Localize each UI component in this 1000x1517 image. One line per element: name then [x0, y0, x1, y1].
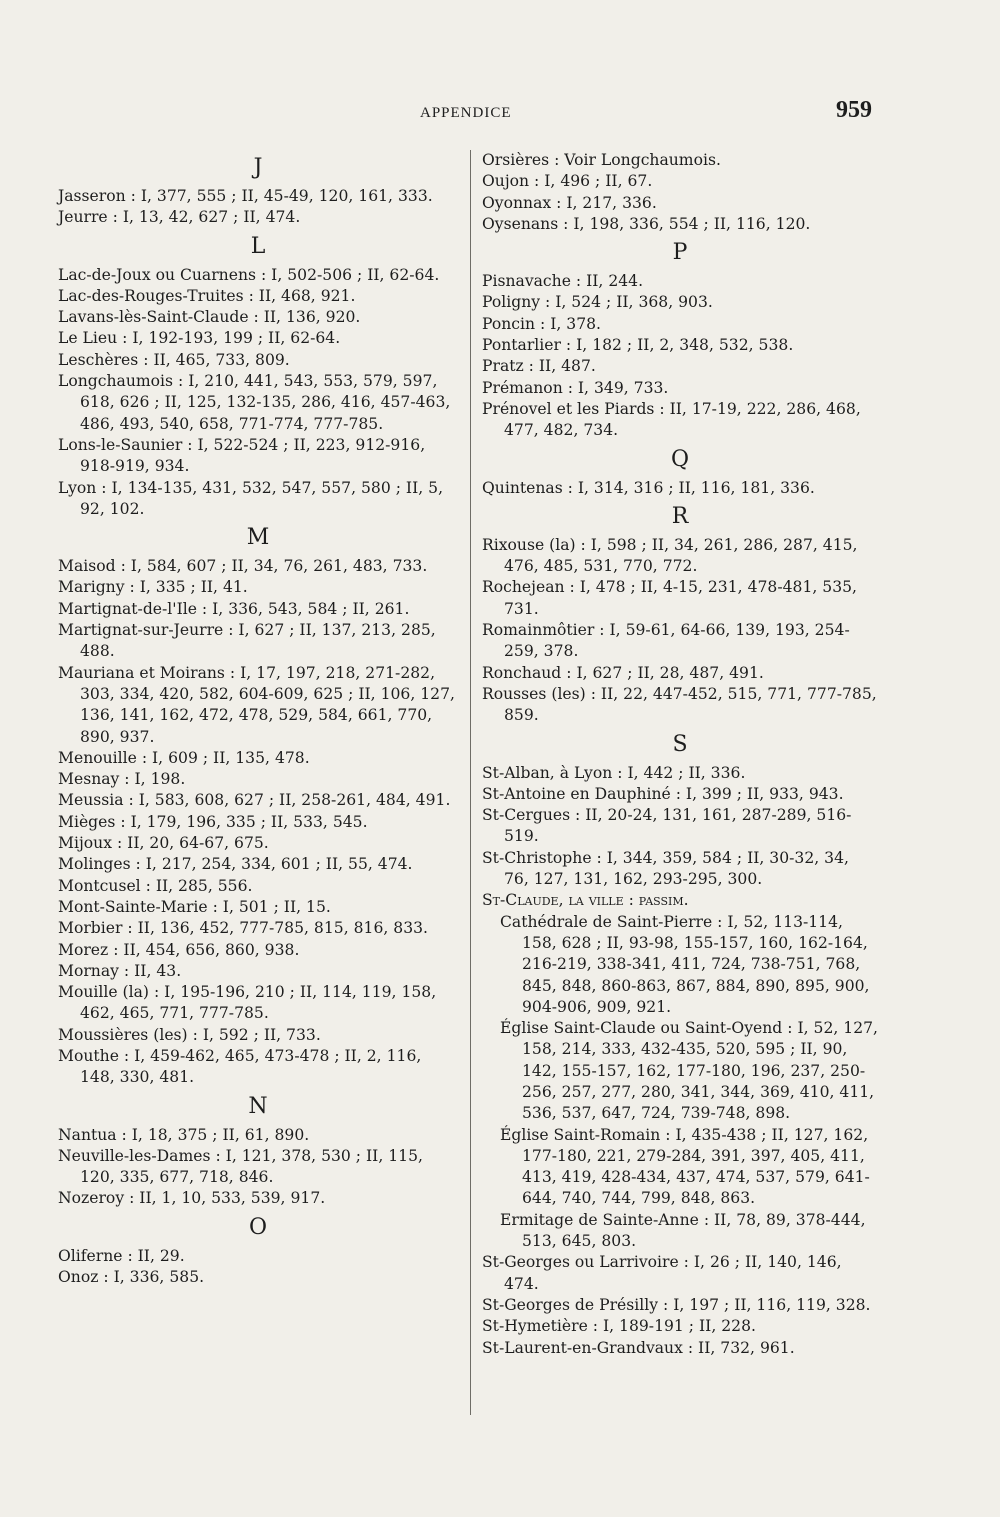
index-entry: Oujon : I, 496 ; II, 67.	[482, 172, 653, 191]
index-subentry: Église Saint-Romain : I, 435-438 ; II, 127, 162, 177-180, 221, 279-284, 391, 397, 405, 411, 413, 419, 428-434, 437, 474, 537, 579, 641-644, 740, 744, 799, 848, 863.	[500, 1125, 870, 1208]
index-entry: Prénovel et les Piards : II, 17-19, 222, 286, 468, 477, 482, 734.	[482, 399, 861, 440]
page-number: 959	[836, 97, 872, 123]
index-entry: Morez : II, 454, 656, 860, 938.	[58, 940, 300, 959]
section-letter: S	[672, 731, 688, 757]
index-entry: Martignat-de-l'Ile : I, 336, 543, 584 ; II, 261.	[58, 599, 410, 618]
index-entry: Lyon : I, 134-135, 431, 532, 547, 557, 580 ; II, 5, 92, 102.	[58, 478, 444, 518]
index-entry: Pontarlier : I, 182 ; II, 2, 348, 532, 538.	[482, 336, 794, 355]
section-letter: J	[253, 155, 263, 180]
index-entry: Jeurre : I, 13, 42, 627 ; II, 474.	[58, 208, 301, 227]
index-entry: St-Hymetière : I, 189-191 ; II, 228.	[482, 1317, 756, 1336]
index-subentry: Ermitage de Sainte-Anne : II, 78, 89, 378-444, 513, 645, 803.	[500, 1210, 866, 1251]
index-entry: Nantua : I, 18, 375 ; II, 61, 890.	[58, 1125, 310, 1144]
section-letter: M	[246, 525, 270, 551]
page-header	[0, 97, 1000, 133]
left-index-column	[58, 150, 458, 1288]
index-entry: Mornay : II, 43.	[58, 961, 182, 980]
index-entry: St-Alban, à Lyon : I, 442 ; II, 336.	[482, 763, 746, 782]
index-entry: Mièges : I, 179, 196, 335 ; II, 533, 545.	[58, 812, 368, 831]
index-entry: Poligny : I, 524 ; II, 368, 903.	[482, 293, 713, 312]
section-letter: N	[248, 1093, 268, 1119]
index-entry: St-Claude, la ville : passim.	[482, 891, 689, 910]
index-entry: Orsières : Voir Longchaumois.	[482, 151, 721, 169]
index-entry: Oliferne : II, 29.	[58, 1246, 185, 1265]
index-subentry: Cathédrale de Saint-Pierre : I, 52, 113-114, 158, 628 ; II, 93-98, 155-157, 160, 162-164, 216-219, 338-341, 411, 724, 738-751, 768, 845, 848, 860-863, 867, 884, 890, 895, 900, 904-906, 909, 921.	[500, 912, 870, 1016]
section-letter: R	[671, 503, 689, 529]
section-letter: P	[672, 240, 688, 266]
index-entry: Oysenans : I, 198, 336, 554 ; II, 116, 120.	[482, 214, 811, 233]
index-entry: St-Christophe : I, 344, 359, 584 ; II, 30-32, 34, 76, 127, 131, 162, 293-295, 300.	[482, 848, 849, 889]
index-entry: Romainmôtier : I, 59-61, 64-66, 139, 193, 254-259, 378.	[482, 621, 850, 661]
right-index-column	[482, 150, 878, 1359]
index-entry: Molinges : I, 217, 254, 334, 601 ; II, 55, 474.	[58, 855, 413, 874]
index-entry: St-Georges ou Larrivoire : I, 26 ; II, 140, 146, 474.	[482, 1253, 842, 1293]
running-title: APPENDICE	[420, 105, 512, 121]
index-entry: Meussia : I, 583, 608, 627 ; II, 258-261, 484, 491.	[58, 791, 451, 810]
index-entry: Prémanon : I, 349, 733.	[482, 378, 669, 397]
index-entry: Mauriana et Moirans : I, 17, 197, 218, 271-282, 303, 334, 420, 582, 604-609, 625 ; II, 106, 127, 136, 141, 162, 472, 478, 529, 584, 661, 770, 890, 937.	[58, 663, 455, 746]
index-entry: Morbier : II, 136, 452, 777-785, 815, 816, 833.	[58, 919, 429, 938]
section-letter: Q	[670, 446, 690, 472]
index-entry: Neuville-les-Dames : I, 121, 378, 530 ; II, 115, 120, 335, 677, 718, 846.	[58, 1146, 423, 1187]
section-letter: O	[248, 1214, 268, 1240]
index-entry: Mouille (la) : I, 195-196, 210 ; II, 114, 119, 158, 462, 465, 771, 777-785.	[58, 983, 437, 1023]
index-entry: St-Georges de Présilly : I, 197 ; II, 116, 119, 328.	[482, 1295, 871, 1314]
index-entry: Le Lieu : I, 192-193, 199 ; II, 62-64.	[58, 329, 341, 348]
section-letter: L	[250, 233, 266, 259]
index-entry: Pratz : II, 487.	[482, 357, 596, 376]
index-entry: Lac-de-Joux ou Cuarnens : I, 502-506 ; II, 62-64.	[58, 265, 440, 284]
index-subentry: Église Saint-Claude ou Saint-Oyend : I, 52, 127, 158, 214, 333, 432-435, 520, 595 ; II, 90, 142, 155-157, 162, 177-180, 196, 237, 250-256, 257, 277, 280, 341, 344, 369, 410, 411, 536, 537, 647, 724, 739-748, 898.	[500, 1019, 878, 1123]
index-entry: Martignat-sur-Jeurre : I, 627 ; II, 137, 213, 285, 488.	[58, 621, 436, 661]
index-entry: Mijoux : II, 20, 64-67, 675.	[58, 834, 269, 853]
index-entry: Leschères : II, 465, 733, 809.	[58, 350, 290, 369]
index-entry: Maisod : I, 584, 607 ; II, 34, 76, 261, 483, 733.	[58, 557, 428, 576]
index-entry: Mouthe : I, 459-462, 465, 473-478 ; II, 2, 116, 148, 330, 481.	[58, 1046, 422, 1087]
index-entry: Montcusel : II, 285, 556.	[58, 876, 253, 895]
index-entry: Longchaumois : I, 210, 441, 543, 553, 579, 597, 618, 626 ; II, 125, 132-135, 286, 416, 457-463, 486, 493, 540, 658, 771-774, 777-785.	[58, 372, 451, 433]
index-entry: Mont-Sainte-Marie : I, 501 ; II, 15.	[58, 897, 331, 916]
column-divider	[470, 150, 471, 1415]
index-entry: Lons-le-Saunier : I, 522-524 ; II, 223, 912-916, 918-919, 934.	[58, 435, 426, 476]
index-entry: Onoz : I, 336, 585.	[58, 1268, 205, 1287]
index-entry: Nozeroy : II, 1, 10, 533, 539, 917.	[58, 1189, 326, 1208]
index-entry: Mesnay : I, 198.	[58, 770, 186, 789]
index-entry: Marigny : I, 335 ; II, 41.	[58, 578, 248, 597]
index-entry: Oyonnax : I, 217, 336.	[482, 193, 657, 212]
index-entry: Ronchaud : I, 627 ; II, 28, 487, 491.	[482, 663, 764, 682]
index-entry: Pisnavache : II, 244.	[482, 272, 644, 291]
index-entry: Poncin : I, 378.	[482, 314, 602, 333]
index-entry: St-Laurent-en-Grandvaux : II, 732, 961.	[482, 1338, 795, 1357]
index-entry: Rixouse (la) : I, 598 ; II, 34, 261, 286, 287, 415, 476, 485, 531, 770, 772.	[482, 535, 858, 576]
index-entry: Lac-des-Rouges-Truites : II, 468, 921.	[58, 286, 356, 305]
index-entry: Menouille : I, 609 ; II, 135, 478.	[58, 748, 310, 767]
index-entry: Rochejean : I, 478 ; II, 4-15, 231, 478-481, 535, 731.	[482, 578, 857, 618]
index-entry: Jasseron : I, 377, 555 ; II, 45-49, 120, 161, 333.	[58, 187, 433, 205]
index-entry: St-Cergues : II, 20-24, 131, 161, 287-289, 516-519.	[482, 806, 852, 846]
index-entry: Rousses (les) : II, 22, 447-452, 515, 771, 777-785, 859.	[482, 684, 877, 725]
index-entry: Moussières (les) : I, 592 ; II, 733.	[58, 1025, 321, 1044]
index-entry: Lavans-lès-Saint-Claude : II, 136, 920.	[58, 308, 361, 327]
index-entry: Quintenas : I, 314, 316 ; II, 116, 181, 336.	[482, 478, 815, 497]
index-entry: St-Antoine en Dauphiné : I, 399 ; II, 933, 943.	[482, 784, 844, 803]
